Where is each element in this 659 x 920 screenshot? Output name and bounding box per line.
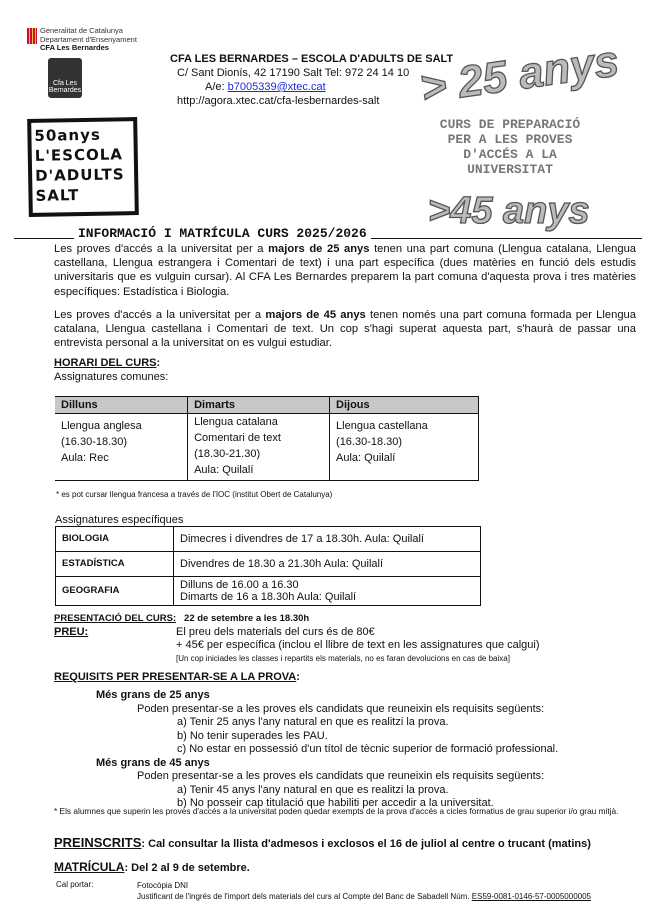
presentation [54,613,309,624]
catalonia-flag-icon [27,28,37,44]
logo-line: SALT [35,186,80,205]
email-link[interactable]: b7005339@xtec.cat [227,81,326,93]
bring-list [137,880,591,902]
text: (16.30-18.30) [61,436,128,448]
course-line: UNIVERSITAT [467,162,553,177]
text: El preu dels materials del curs és de 80€ [176,626,375,638]
text: REQUISITS PER PRESENTAR-SE A LA PROVA [54,671,297,683]
text: (16.30-18.30) [336,436,403,448]
text: Aula: Quilalí [336,452,396,464]
text: : Cal consultar la llista d'admesos i exclosos el 16 de juliol al centre o trucant (matins) [141,838,591,850]
text: majors de 45 anys [265,309,366,321]
exemption-note: * Els alumnes que superin les proves d'accés a la universitat poden quedar exempts de la prova d'accés a cicles formatius de grau superior i/o grau mitjà. [54,806,619,816]
preinscrits [54,835,591,850]
price-details [176,626,540,665]
text: Dimarts de 16 a 18.30h Aula: Quilalí [180,591,357,603]
text: : Del 2 al 9 de setembre. [124,862,250,874]
schedule-title: HORARI DEL CURS [54,357,157,369]
bring-label: Cal portar: [56,880,94,889]
gov-line: CFA Les Bernardes [40,43,109,52]
website: http://agora.xtec.cat/cfa-lesbernardes-salt [177,95,380,107]
intro-paragraph-25 [54,242,636,299]
requirements-heading: REQUISITS PER PRESENTAR-SE A LA PROVA: [54,671,300,683]
text: Poden presentar-se a les proves els candidats que reuneixin els requisits següents: [137,702,545,715]
badge-25-text: > 25 anys [417,36,622,113]
table-row [56,527,481,552]
text: tenen una part comuna (Llengua catalana, Llengua castellana, Llengua estrangera i Comentari de text) i una part específica (dues matèries en funció dels estudis universitaris que es vulguin cursar). Al CFA Les Bernardes preparem la part comuna d'aquesta prova i tres matèries específiques: Estadística i Biologia. [54,243,637,298]
text: GEOGRAFIA [56,577,174,606]
price [54,626,88,638]
school-name: CFA LES BERNARDES – ESCOLA D'ADULTS DE SALT [170,53,454,65]
text: (18.30-21.30) [194,448,261,460]
schedule-heading: HORARI DEL CURS: Assignatures comunes: [54,357,169,383]
requirements-25 [96,689,558,811]
text: MATRÍCULA [54,860,125,874]
logo-text: Cfa Les Bernardes [48,80,82,94]
50-anys-logo [27,117,139,217]
text: Divendres de 18.30 a 21.30h Aula: Quilalí [174,552,481,577]
specific-schedule-table [55,526,481,606]
text: BIOLOGIA [56,527,174,552]
text: Poden presentar-se a les proves els candidats que reuneixin els requisits següents: [137,770,545,782]
cfa-logo [48,58,82,98]
text: Més grans de 45 anys [96,756,210,769]
text: Més grans de 25 anys [96,689,210,701]
text: b) No posseir cap titulació que habiliti per accedir a la universitat. [177,797,494,809]
logo-line: 50anys [34,125,101,145]
day-header: Dimarts [188,397,330,414]
specific-subjects-label: Assignatures específiques [55,514,184,526]
text: Aula: Rec [61,452,109,464]
course-line: CURS DE PREPARACIÓ [439,117,581,132]
email-label: A/e: [205,81,228,93]
text: c) No estar en possessió d'un títol de tècnic superior de formació professional. [177,743,559,755]
text: Les proves d'accés a la universitat per a [54,243,269,255]
text: ESTADÍSTICA [56,552,174,577]
badge-25 [417,36,621,113]
text: majors de 25 anys [268,243,370,255]
text: PREINSCRITS [54,835,142,850]
page-title [14,226,642,241]
course-line: PER A LES PROVES [447,132,573,147]
table-row [56,577,481,606]
school-contact [165,52,453,108]
text: Dilluns de 16.00 a 16.30 [180,579,299,591]
text: a) Tenir 45 anys l'any natural en que es realitzi la prova. [177,783,449,796]
common-subjects-label: Assignatures comunes: [54,371,169,383]
common-schedule-table [55,396,479,481]
logo-line: L'ESCOLA [34,145,124,165]
text: Llengua castellana [336,420,428,432]
text: a) Tenir 25 anys l'any natural en que es realitzi la prova. [177,716,449,728]
bank-account: ES59-0081-0146-57-0005000005 [471,892,591,901]
government-header [40,27,137,53]
table-row [56,552,481,577]
table-row [55,414,479,481]
text: 22 de setembre a les 18.30h [184,613,310,624]
text: Dimecres i divendres de 17 a 18.30h. Aula: Quilalí [174,527,481,552]
text: b) No tenir superades les PAU. [177,729,328,742]
text: Llengua catalana [194,416,278,428]
intro-paragraph-45 [54,308,636,351]
matricula [54,860,250,874]
day-header: Dilluns [55,397,188,414]
course-line: D'ACCÉS A LA [463,147,557,162]
title-text: INFORMACIÓ I MATRÍCULA CURS 2025/2026 [78,226,367,241]
address: C/ Sant Dionís, 42 17190 Salt Tel: 972 24 14 10 [177,67,410,79]
logo-line: D'ADULTS [34,165,125,185]
text: Llengua anglesa [61,420,142,432]
text: Justificant de l'ingrés de l'import dels materials del curs al Compte del Banc de Sabadell Núm. [137,892,472,901]
text: Les proves d'accés a la universitat per a [54,309,266,321]
text: Comentari de text [194,432,281,444]
text: Aula: Quilalí [194,464,254,476]
course-label [430,117,590,177]
text: tenen només una part comuna formada per Llengua catalana, Llengua castellana i Comentari de text. Un cop s'hagi superat aquesta part, s'haurà de passar una entrevista personal a la universitat on es vulgui estudiar. [54,309,637,350]
text: [Un cop iniciades les classes i repartits els materials, no es faran devolucions en cas de baixa] [176,654,510,663]
text: PRESENTACIÓ DEL CURS: [54,613,177,624]
text: + 45€ per específica (inclou el llibre de text en les assignatures que calgui) [176,639,540,651]
day-header: Dijous [330,397,479,414]
badge-45-text: >45 anys [428,190,590,232]
text: Fotocòpia DNI [137,881,189,890]
text: PREU: [54,626,89,638]
gov-line: Generalitat de Catalunya [40,26,123,35]
gov-line: Departament d'Ensenyament [40,34,137,44]
french-footnote: * es pot cursar llengua francesa a través de l'IOC (institut Obert de Catalunya) [56,490,333,499]
